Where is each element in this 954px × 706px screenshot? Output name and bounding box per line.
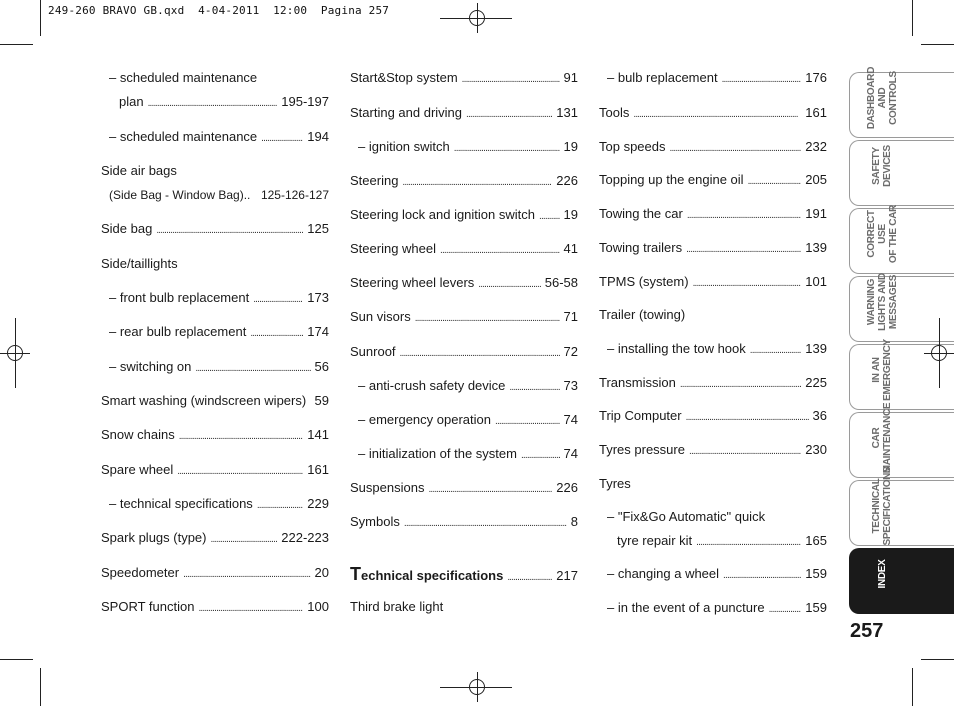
index-entry: Sunroof . . . 72 <box>350 344 578 362</box>
tab-in-an-emergency[interactable]: IN AN EMERGENCY <box>849 344 954 410</box>
crop-mark <box>440 687 512 688</box>
index-entry: – emergency operation . . . 74 <box>350 412 578 430</box>
index-entry: Side air bags <box>101 163 177 178</box>
index-entry: Symbols . . . 8 <box>350 514 578 532</box>
index-entry: Tyres pressure . . . 230 <box>599 442 827 460</box>
page-number: 257 <box>850 620 884 642</box>
tab-technical-specifications[interactable]: TECHNICAL SPECIFICATIONS <box>849 480 954 546</box>
index-entry: Sun visors . . . 71 <box>350 309 578 327</box>
index-entry: – initialization of the system . . . 74 <box>350 446 578 464</box>
index-entry: Tools . . . 161 <box>599 105 827 123</box>
index-entry: tyre repair kit . . . 165 <box>599 533 827 551</box>
tab-car-maintenance[interactable]: CAR MAINTENANCE <box>849 412 954 478</box>
index-entry: – anti-crush safety device . . . 73 <box>350 378 578 396</box>
crop-mark <box>921 659 954 660</box>
index-entry: Steering . . . 226 <box>350 173 578 191</box>
index-entry: Suspensions . . . 226 <box>350 480 578 498</box>
index-entry: Third brake light <box>350 599 444 614</box>
index-entry: (Side Bag - Window Bag).. 125-126-127 <box>109 188 329 202</box>
index-entry: – technical specifications . . . 229 <box>101 496 329 514</box>
index-entry: – installing the tow hook . . . 139 <box>599 341 827 359</box>
index-entry: SPORT function . . . 100 <box>101 599 329 617</box>
crop-mark <box>921 44 954 45</box>
index-entry: Trip Computer . . . 36 <box>599 408 827 426</box>
tab-safety-devices[interactable]: SAFETY DEVICES <box>849 140 954 206</box>
index-entry: – scheduled maintenance <box>109 70 258 85</box>
index-entry: – bulb replacement . . . 176 <box>599 70 827 88</box>
index-entry: Towing trailers . . . 139 <box>599 240 827 258</box>
index-entry: Smart washing (windscreen wipers) 59 <box>101 393 329 408</box>
section-heading-t: Technical specifications . . . 217 <box>350 566 578 586</box>
index-entry: Transmission . . . 225 <box>599 375 827 393</box>
crop-mark <box>15 318 16 388</box>
index-entry: Side bag . . . 125 <box>101 221 329 239</box>
tab-dashboard-and-controls[interactable]: DASHBOARD AND CONTROLS <box>849 72 954 138</box>
index-entry: – "Fix&Go Automatic" quick <box>607 509 766 524</box>
index-entry: Snow chains . . . 141 <box>101 427 329 445</box>
index-entry: – rear bulb replacement . . . 174 <box>101 324 329 342</box>
index-entry: Top speeds . . . 232 <box>599 139 827 157</box>
index-entry: Tyres <box>599 476 631 491</box>
tab-index[interactable]: INDEX <box>849 548 954 614</box>
index-entry: Starting and driving . . . 131 <box>350 105 578 123</box>
index-entry: Spark plugs (type) . . . 222-223 <box>101 530 329 548</box>
index-entry: Steering wheel levers . . . 56-58 <box>350 275 578 293</box>
file-header: 249-260 BRAVO GB.qxd 4-04-2011 12:00 Pagina 257 <box>48 4 390 17</box>
index-entry: Steering lock and ignition switch . . . 19 <box>350 207 578 225</box>
index-entry: Topping up the engine oil . . . 205 <box>599 172 827 190</box>
index-entry: Start&Stop system . . . 91 <box>350 70 578 88</box>
index-entry: Towing the car . . . 191 <box>599 206 827 224</box>
tab-warning-lights-and-messages[interactable]: WARNING LIGHTS AND MESSAGES <box>849 276 954 342</box>
crop-mark <box>440 18 512 19</box>
index-entry: Trailer (towing) <box>599 307 686 322</box>
crop-mark <box>40 668 41 706</box>
index-entry: Steering wheel . . . 41 <box>350 241 578 259</box>
index-entry: – ignition switch . . . 19 <box>350 139 578 157</box>
index-entry: – front bulb replacement . . . 173 <box>101 290 329 308</box>
index-entry: – changing a wheel . . . 159 <box>599 566 827 584</box>
crop-mark <box>912 668 913 706</box>
crop-mark <box>40 0 41 36</box>
index-entry: plan . . . 195-197 <box>101 94 329 112</box>
index-entry: Side/taillights <box>101 256 178 271</box>
index-entry: Speedometer . . . 20 <box>101 565 329 583</box>
crop-mark <box>0 44 33 45</box>
index-entry: – in the event of a puncture . . . 159 <box>599 600 827 618</box>
index-entry: – scheduled maintenance . . . 194 <box>101 129 329 147</box>
crop-mark <box>939 318 940 388</box>
index-entry: – switching on . . . 56 <box>101 359 329 377</box>
index-entry: Spare wheel . . . 161 <box>101 462 329 480</box>
crop-mark <box>912 0 913 36</box>
index-entry: TPMS (system) . . . 101 <box>599 274 827 292</box>
tab-correct-use-of-the-car[interactable]: CORRECT USE OF THE CAR <box>849 208 954 274</box>
crop-mark <box>0 659 33 660</box>
